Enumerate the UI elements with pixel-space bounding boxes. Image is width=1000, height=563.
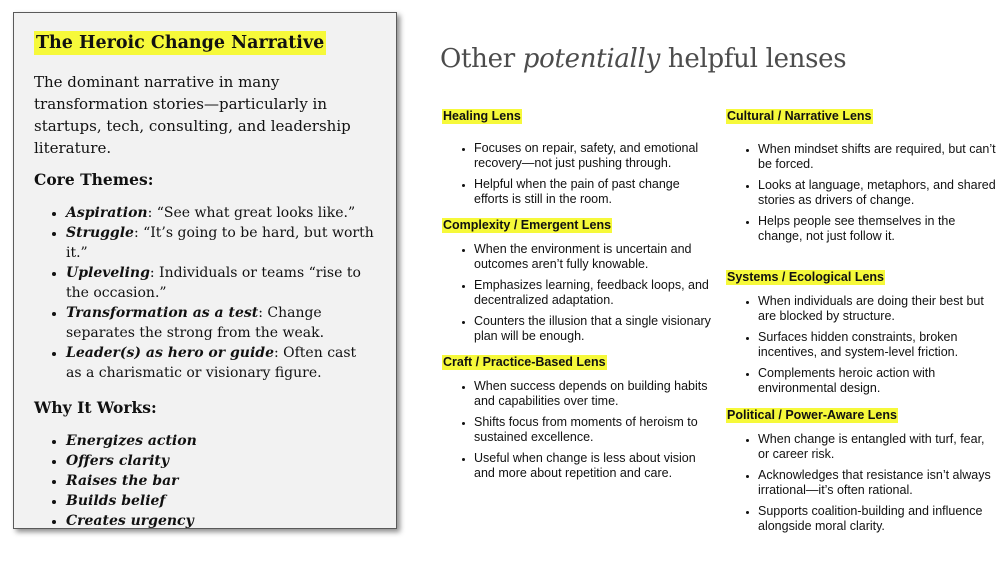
lens-systems <box>726 268 996 396</box>
list-item: • Acknowledges that resistance isn’t always irrational—it’s often rational. <box>758 468 996 498</box>
list-item: • Aspiration: “See what great looks like.” <box>66 203 376 223</box>
list-item: • Transformation as a test: Change separates the strong from the weak. <box>66 303 376 343</box>
list-item: • Complements heroic action with environmental design. <box>758 366 996 396</box>
lens-heading: Craft / Practice-Based Lens <box>443 355 606 369</box>
list-item: • Useful when change is less about vision and more about repetition and care. <box>474 451 712 481</box>
list-item: • When change is entangled with turf, fear, or career risk. <box>758 432 996 462</box>
why-list <box>34 431 376 531</box>
lens-heading: Complexity / Emergent Lens <box>443 218 612 232</box>
lens-heading: Healing Lens <box>443 109 521 123</box>
list-item: • When success depends on building habits and capabilities over time. <box>474 379 712 409</box>
why-heading: Why It Works: <box>34 398 157 417</box>
lenses-column-2 <box>726 107 996 534</box>
list-item: • When mindset shifts are required, but can’t be forced. <box>758 142 996 172</box>
heroic-narrative-card <box>13 12 397 529</box>
lens-heading: Cultural / Narrative Lens <box>727 109 872 123</box>
list-item: • Supports coalition-building and influence alongside moral clarity. <box>758 504 996 534</box>
lens-craft <box>442 353 712 481</box>
list-item: • Energizes action <box>66 431 376 451</box>
list-item: • Leader(s) as hero or guide: Often cast as a charismatic or visionary figure. <box>66 343 376 383</box>
lenses-title: Other potentially helpful lenses <box>440 44 847 74</box>
lens-cultural <box>726 107 996 244</box>
list-item: • Helpful when the pain of past change efforts is still in the room. <box>474 177 712 207</box>
core-themes-heading: Core Themes: <box>34 170 154 189</box>
list-item: • Emphasizes learning, feedback loops, and decentralized adaptation. <box>474 278 712 308</box>
list-item: • Shifts focus from moments of heroism to sustained excellence. <box>474 415 712 445</box>
card-title: The Heroic Change Narrative <box>36 33 325 53</box>
list-item: • Struggle: “It’s going to be hard, but worth it.” <box>66 223 376 263</box>
list-item: • Offers clarity <box>66 451 376 471</box>
lens-heading: Systems / Ecological Lens <box>727 270 885 284</box>
list-item: • Looks at language, metaphors, and shared stories as drivers of change. <box>758 178 996 208</box>
list-item: • Counters the illusion that a single visionary plan will be enough. <box>474 314 712 344</box>
lens-heading: Political / Power-Aware Lens <box>727 408 897 422</box>
list-item: • Creates urgency <box>66 511 376 531</box>
list-item: • Helps people see themselves in the change, not just follow it. <box>758 214 996 244</box>
list-item: • Focuses on repair, safety, and emotional recovery—not just pushing through. <box>474 141 712 171</box>
lens-political <box>726 406 996 534</box>
list-item: • Raises the bar <box>66 471 376 491</box>
core-themes-list <box>34 203 376 383</box>
list-item: • Builds belief <box>66 491 376 511</box>
list-item: • When individuals are doing their best but are blocked by structure. <box>758 294 996 324</box>
lenses-column-1 <box>442 107 712 481</box>
list-item: • Surfaces hidden constraints, broken incentives, and system-level friction. <box>758 330 996 360</box>
lens-complexity <box>442 216 712 344</box>
card-intro: The dominant narrative in many transformation stories—particularly in startups, tech, consulting, and leadership literature. <box>34 73 351 157</box>
list-item: • When the environment is uncertain and outcomes aren’t fully knowable. <box>474 242 712 272</box>
lens-healing <box>442 107 712 207</box>
list-item: • Upleveling: Individuals or teams “rise to the occasion.” <box>66 263 376 303</box>
